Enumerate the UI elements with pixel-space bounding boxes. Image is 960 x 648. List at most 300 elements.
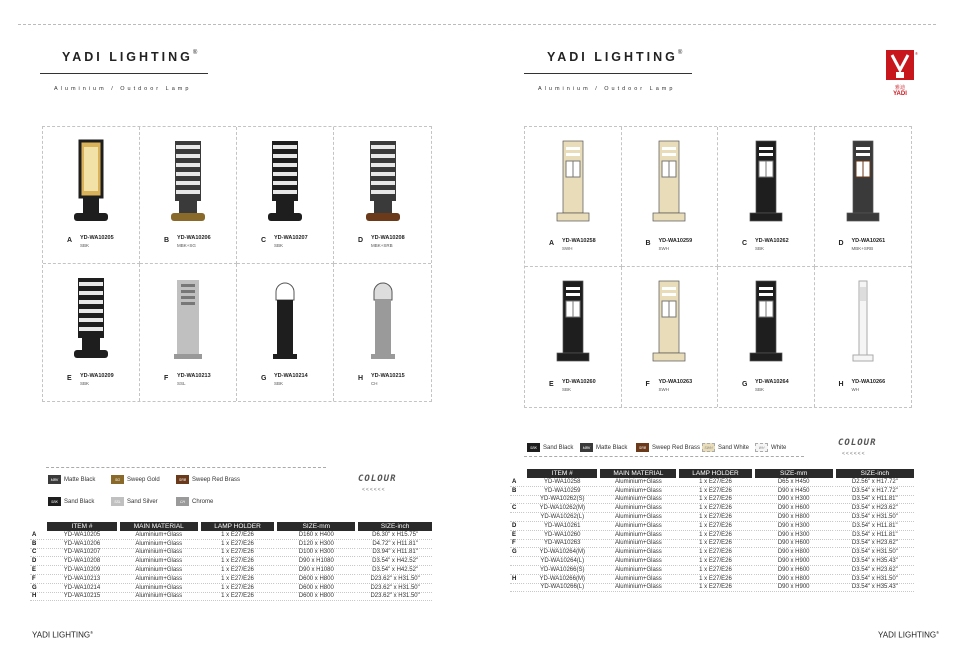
table-row [510,487,914,496]
product-cell-f [140,264,237,401]
product-cell-d [815,127,912,267]
swatch-chip-icon: WH [755,443,768,452]
product-code: YD-WA10213 [177,373,211,379]
row-letter: A [510,478,524,487]
table-row [30,549,432,558]
left-subtitle: Aluminium / Outdoor Lamp [54,86,192,92]
swatch-label: Matte Black [596,444,628,451]
table-header: SIZE-inch [833,469,914,478]
swatch-label: Sand Black [64,498,95,505]
table-header: MAIN MATERIAL [597,469,676,478]
table-row [30,557,432,566]
table-header-blank [30,522,44,531]
swatch-swh [702,443,749,452]
table-cell: D2.56" x H17.72" [833,478,914,487]
table-cell: Aluminium+Glass [597,522,676,531]
lamp-ribbed-icon [166,139,210,230]
product-cell-h [334,264,431,401]
lamp-square-window-icon [551,139,595,230]
swatch-label: Chrome [192,498,214,505]
lamp-glass-cylinder-icon [69,139,113,230]
table-cell: YD-WA10259 [524,487,597,496]
swatch-srb [176,475,240,484]
lamp-square-window-icon [647,279,691,370]
table-cell: D90 x H300 [752,522,833,531]
swatch-chip-icon: SSL [111,497,124,506]
table-cell: Aluminium+Glass [117,549,198,558]
product-code: YD-WA10206 [177,235,211,241]
table-cell: YD-WA10264(M) [524,548,597,557]
table-cell: D90 x H1080 [274,557,355,566]
table-cell: Aluminium+Glass [597,487,676,496]
table-row [510,557,914,566]
swatch-label: Sweep Red Brass [192,476,241,483]
table-cell: 1 x E27/E26 [198,575,275,584]
row-letter: B [510,487,524,496]
left-brand-text: YADI LIGHTING [62,50,193,64]
table-cell: 1 x E27/E26 [676,513,751,522]
table-cell: 1 x E27/E26 [676,566,751,575]
table-row [30,531,432,540]
table-cell: 1 x E27/E26 [676,557,751,566]
right-legend-divider [524,456,804,457]
swatch-label: Matte Black [64,476,96,483]
table-cell: D3.54" x H42.52" [355,566,432,575]
table-cell: YD-WA10266(M) [524,575,597,584]
table-cell: YD-WA10263 [524,540,597,549]
table-cell: Aluminium+Glass [117,593,198,602]
logo-en-text: YADI [893,91,907,96]
product-code: YD-WA10259 [658,238,693,244]
table-cell: D90 x H800 [752,513,833,522]
product-finish: WH [851,387,859,392]
lamp-square-window-icon [647,139,691,230]
table-cell: YD-WA10264(L) [524,557,597,566]
table-cell: YD-WA10214 [44,584,117,593]
product-finish: SBK [755,387,765,392]
table-cell: 1 x E27/E26 [198,557,275,566]
table-cell: YD-WA10258 [524,478,597,487]
table-cell: YD-WA10262(S) [524,496,597,505]
product-finish: SBK [274,381,284,386]
row-letter [510,496,524,505]
lamp-dome-icon [263,276,307,367]
product-finish: SBK [562,387,572,392]
table-cell: YD-WA10209 [44,566,117,575]
table-header: ITEM # [524,469,597,478]
right-title-rule [524,73,692,74]
table-cell: Aluminium+Glass [597,584,676,593]
swatch-mbk [48,475,95,484]
table-cell: Aluminium+Glass [597,531,676,540]
row-letter: A [30,531,44,540]
product-finish: SSL [177,381,186,386]
table-cell: D90 x H800 [752,575,833,584]
lamp-ribbed-icon [263,139,307,230]
table-row [30,566,432,575]
table-cell: D3.54" x H23.62" [833,566,914,575]
table-header: SIZE-inch [355,522,432,531]
product-cell-f [622,267,719,407]
table-cell: 1 x E27/E26 [198,531,275,540]
row-letter: C [510,504,524,513]
product-letter: G [742,381,748,388]
product-finish: MBK+SRB [371,243,393,248]
lamp-ribbed-icon [361,139,405,230]
swatch-sbk [527,443,573,452]
table-cell: YD-WA10266(S) [524,566,597,575]
left-footer-text: YADI LIGHTING [32,630,91,640]
table-cell: YD-WA10207 [44,549,117,558]
product-code: YD-WA10207 [274,235,308,241]
table-cell: D90 x H300 [752,531,833,540]
table-cell: Aluminium+Glass [597,575,676,584]
table-cell: D4.72" x H11.81" [355,540,432,549]
product-letter: C [742,240,748,247]
table-header-blank [510,469,524,478]
product-finish: MBK+SRB [851,246,874,251]
table-cell: YD-WA10215 [44,593,117,602]
table-cell: YD-WA10213 [44,575,117,584]
product-letter: D [838,240,844,247]
row-letter: E [30,566,44,575]
lamp-square-window-icon [744,279,788,370]
table-cell: D90 x H450 [752,487,833,496]
table-row [30,540,432,549]
product-code: YD-WA10214 [274,373,308,379]
lamp-square-window-icon [744,139,788,230]
table-cell: D160 x H400 [274,531,355,540]
table-cell: D3.54" x H31.50" [833,548,914,557]
table-cell: D3.54" x H31.50" [833,575,914,584]
swatch-chip-icon: MBK [48,475,61,484]
row-letter: B [30,540,44,549]
row-letter: G [30,584,44,593]
table-row [30,575,432,584]
swatch-label: Sand White [718,444,750,451]
row-letter: E [510,531,524,540]
product-letter: B [164,237,170,244]
right-footer-text: YADI LIGHTING [878,630,937,640]
right-subtitle: Aluminium / Outdoor Lamp [538,86,676,92]
table-cell: 1 x E27/E26 [198,566,275,575]
lamp-dome-icon [361,276,405,367]
logo-reg: ® [915,51,918,56]
table-cell: 1 x E27/E26 [198,593,275,602]
product-code: YD-WA10205 [80,235,114,241]
product-cell-a [525,127,622,267]
table-cell: 1 x E27/E26 [198,584,275,593]
lamp-ribbed-icon [69,276,113,367]
table-cell: D3.54" x H42.52" [355,557,432,566]
product-finish: SWH [658,246,669,251]
table-row [510,478,914,487]
swatch-chip-icon: MBK [580,443,593,452]
product-letter: H [838,381,844,388]
product-finish: SBK [755,246,765,251]
swatch-label: Sweep Red Brass [652,444,701,451]
row-letter [510,566,524,575]
table-cell: D90 x H600 [752,540,833,549]
table-row [510,575,914,584]
table-row [510,540,914,549]
table-cell: YD-WA10206 [44,540,117,549]
table-cell: D23.62" x H31.50" [355,593,432,602]
right-brand-reg: ® [677,50,683,56]
table-header: SIZE-mm [752,469,833,478]
swatch-chip-icon: CH [176,497,189,506]
swatch-chip-icon: SBK [48,497,61,506]
table-cell: Aluminium+Glass [117,584,198,593]
table-cell: Aluminium+Glass [597,504,676,513]
left-brand-title [62,50,197,64]
table-cell: D3.54" x H23.62" [833,504,914,513]
table-cell: Aluminium+Glass [597,478,676,487]
table-cell: 1 x E27/E26 [676,548,751,557]
table-cell: 1 x E27/E26 [676,487,751,496]
swatch-label: Sweep Gold [127,476,160,483]
product-letter: F [645,381,650,388]
table-cell: D600 x H800 [274,593,355,602]
row-letter: F [510,540,524,549]
table-cell: D3.54" x H35.43" [833,584,914,593]
table-cell: 1 x E27/E26 [676,584,751,593]
product-finish: SBK [80,381,90,386]
table-cell: 1 x E27/E26 [676,531,751,540]
product-letter: D [358,237,364,244]
table-cell: D90 x H800 [752,548,833,557]
right-footer [878,630,939,640]
left-colour-title: COLOUR [358,474,397,484]
product-code: YD-WA10264 [755,379,789,385]
product-code: YD-WA10208 [371,235,405,241]
product-code: YD-WA10262 [755,238,789,244]
top-dashed-line [18,24,936,25]
table-cell: YD-WA10260 [524,531,597,540]
table-cell: D100 x H300 [274,549,355,558]
swatch-chip-icon: SWH [702,443,715,452]
product-cell-c [718,127,815,267]
table-cell: D90 x H300 [752,496,833,505]
table-cell: Aluminium+Glass [597,566,676,575]
left-footer-reg: ® [90,630,94,635]
table-cell: Aluminium+Glass [597,540,676,549]
table-cell: D600 x H800 [274,575,355,584]
product-code: YD-WA10261 [851,238,886,244]
table-cell: D3.54" x H23.62" [833,540,914,549]
product-letter: H [358,375,364,382]
right-brand-text: YADI LIGHTING [547,50,678,64]
table-cell: Aluminium+Glass [117,575,198,584]
table-cell: D3.54" x H11.81" [833,496,914,505]
swatch-label: Sand Black [543,444,574,451]
row-letter [510,557,524,566]
row-letter: H [510,575,524,584]
product-code: YD-WA10266 [851,379,886,385]
yadi-logo-icon [884,50,918,96]
left-footer [32,630,93,640]
table-header: LAMP HOLDER [198,522,275,531]
table-cell: 1 x E27/E26 [676,496,751,505]
table-cell: D90 x H1080 [274,566,355,575]
row-letter: D [30,557,44,566]
product-letter: G [261,375,267,382]
table-row [510,531,914,540]
table-cell: YD-WA10261 [524,522,597,531]
table-row [510,496,914,505]
swatch-ch [176,497,213,506]
product-letter: A [549,240,555,247]
table-cell: D3.54" x H31.50" [833,513,914,522]
swatch-srb [636,443,700,452]
table-cell: D90 x H900 [752,584,833,593]
right-spec-table [510,469,914,592]
product-cell-e [525,267,622,407]
table-cell: Aluminium+Glass [597,496,676,505]
table-cell: D6.30" x H15.75" [355,531,432,540]
table-row [510,504,914,513]
table-row [30,593,432,602]
table-cell: YD-WA10262(L) [524,513,597,522]
swatch-wh [755,443,786,452]
product-letter: B [645,240,651,247]
table-cell: D90 x H900 [752,557,833,566]
table-cell: D65 x H450 [752,478,833,487]
product-cell-h [815,267,912,407]
right-product-grid [524,126,912,408]
product-cell-b [140,127,237,264]
table-cell: Aluminium+Glass [597,548,676,557]
product-finish: MBK+SG [177,243,196,248]
lamp-square-window-icon [841,139,885,230]
product-cell-b [622,127,719,267]
table-cell: 1 x E27/E26 [198,540,275,549]
table-cell: D3.94" x H11.81" [355,549,432,558]
product-finish: SWH [658,387,669,392]
table-row [30,584,432,593]
table-row [510,584,914,593]
table-cell: YD-WA10266(L) [524,584,597,593]
product-finish: SWH [562,246,573,251]
product-code: YD-WA10258 [562,238,596,244]
table-header: MAIN MATERIAL [117,522,198,531]
table-cell: Aluminium+Glass [117,531,198,540]
lamp-slim-post-icon [841,279,885,370]
product-code: YD-WA10209 [80,373,114,379]
row-letter: G [510,548,524,557]
swatch-chip-icon: SRB [636,443,649,452]
row-letter: D [510,522,524,531]
product-letter: C [261,237,267,244]
table-cell: 1 x E27/E26 [676,504,751,513]
table-cell: D3.54" x H11.81" [833,522,914,531]
product-code: YD-WA10215 [371,373,405,379]
logo-cn-text: 雅迪 [894,85,906,91]
row-letter: F [30,575,44,584]
left-title-rule [40,73,208,74]
table-cell: YD-WA10205 [44,531,117,540]
left-product-grid [42,126,432,402]
table-cell: Aluminium+Glass [597,513,676,522]
left-colour-arrows: <<<<<< [362,487,386,493]
right-brand-title [547,50,682,64]
table-cell: 1 x E27/E26 [198,549,275,558]
swatch-chip-icon: SBK [527,443,540,452]
left-brand-reg: ® [192,50,198,56]
table-cell: Aluminium+Glass [117,557,198,566]
product-cell-g [718,267,815,407]
table-row [510,548,914,557]
left-legend-divider [46,467,326,468]
swatch-sbk [48,497,94,506]
table-cell: YD-WA10208 [44,557,117,566]
product-finish: SBK [274,243,284,248]
product-finish: SBK [80,243,90,248]
right-colour-arrows: <<<<<< [842,451,866,457]
table-cell: YD-WA10262(M) [524,504,597,513]
product-code: YD-WA10260 [562,379,596,385]
product-cell-a [43,127,140,264]
table-cell: Aluminium+Glass [117,540,198,549]
row-letter: C [30,549,44,558]
table-row [510,513,914,522]
table-cell: Aluminium+Glass [597,557,676,566]
table-cell: D3.54" x H11.81" [833,531,914,540]
table-cell: D120 x H300 [274,540,355,549]
product-cell-c [237,127,334,264]
table-header: ITEM # [44,522,117,531]
product-cell-g [237,264,334,401]
right-footer-reg: ® [936,630,940,635]
product-letter: E [549,381,554,388]
table-cell: Aluminium+Glass [117,566,198,575]
lamp-square-window-icon [551,279,595,370]
swatch-chip-icon: SRB [176,475,189,484]
product-cell-d [334,127,431,264]
product-finish: CH [371,381,378,386]
table-cell: 1 x E27/E26 [676,575,751,584]
table-cell: 1 x E27/E26 [676,540,751,549]
table-cell: D90 x H600 [752,566,833,575]
product-letter: F [164,375,169,382]
product-letter: E [67,375,72,382]
swatch-label: Sand Silver [127,498,158,505]
table-row [510,566,914,575]
right-colour-title: COLOUR [838,438,877,448]
product-cell-e [43,264,140,401]
lamp-slotted-icon [166,276,210,367]
table-cell: 1 x E27/E26 [676,522,751,531]
row-letter [510,513,524,522]
swatch-sg [111,475,160,484]
table-cell: D600 x H800 [274,584,355,593]
row-letter [510,584,524,593]
swatch-chip-icon: SG [111,475,124,484]
table-header: LAMP HOLDER [676,469,751,478]
product-letter: A [67,237,73,244]
table-cell: D23.62" x H31.50" [355,575,432,584]
table-cell: D3.54" x H35.43" [833,557,914,566]
table-header: SIZE-mm [274,522,355,531]
left-spec-table [30,522,432,601]
row-letter: H [30,593,44,602]
product-code: YD-WA10263 [658,379,693,385]
swatch-ssl [111,497,158,506]
table-cell: 1 x E27/E26 [676,478,751,487]
table-row [510,522,914,531]
swatch-mbk [580,443,627,452]
swatch-label: White [771,444,787,451]
